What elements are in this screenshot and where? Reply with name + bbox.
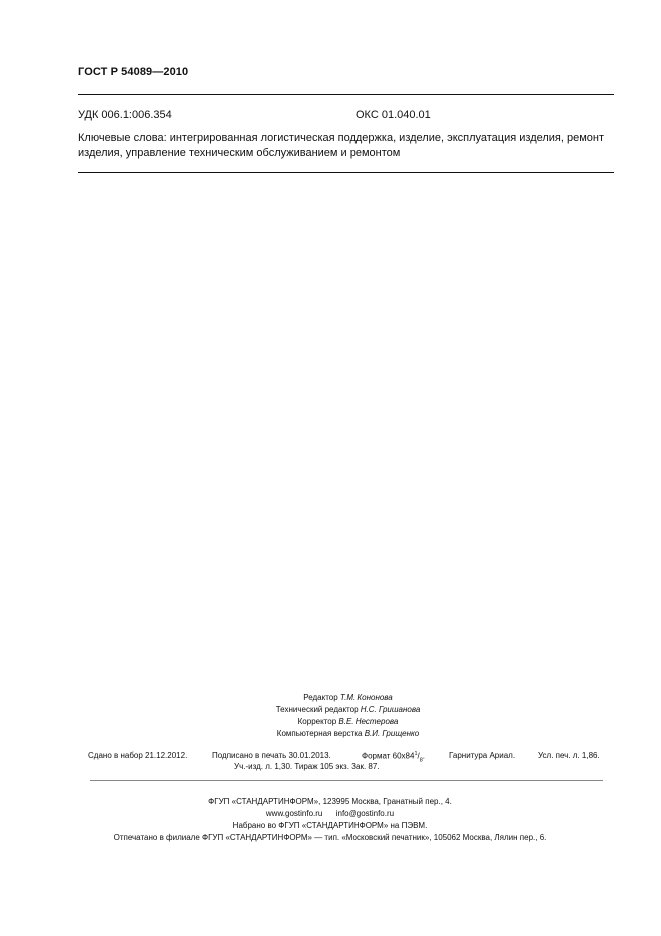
publisher-email: info@gostinfo.ru	[335, 809, 395, 818]
credit-label: Корректор	[297, 717, 337, 726]
credit-editor	[230, 692, 466, 704]
credit-label: Компьютерная верстка	[276, 729, 363, 738]
credit-name: В.Е. Нестерова	[338, 717, 399, 726]
submitted-date: Сдано в набор 21.12.2012.	[88, 751, 188, 760]
typeset-note: Набрано во ФГУП «СТАНДАРТИНФОРМ» на ПЭВМ.	[232, 821, 428, 830]
top-divider	[78, 94, 614, 95]
udk-code: УДК 006.1:006.354	[78, 109, 172, 121]
printed-sheets: Усл. печ. л. 1,86.	[538, 751, 600, 760]
footer-divider	[90, 780, 603, 781]
print-details: Уч.-изд. л. 1,30. Тираж 105 экз. Зак. 87.	[234, 762, 380, 771]
keywords-divider	[78, 172, 614, 173]
publisher-block	[60, 796, 600, 844]
credits-block	[230, 692, 466, 740]
credit-proofreader	[230, 716, 466, 728]
credit-label: Технический редактор	[275, 705, 359, 714]
typeface: Гарнитура Ариал.	[449, 751, 516, 760]
document-code: ГОСТ Р 54089—2010	[78, 66, 189, 78]
credit-label: Редактор	[303, 693, 338, 702]
publisher-contacts	[60, 808, 600, 820]
credit-name: В.И. Грищенко	[364, 729, 420, 738]
paper-format: Формат $60х84^1/_8$.	[362, 751, 426, 764]
credit-layout	[230, 728, 466, 740]
credit-name: Т.М. Кононова	[339, 693, 393, 702]
keywords-paragraph: Ключевые слова: интегрированная логистическая поддержка, изделие, эксплуатация изделия, ремонт изделия, управление техническим обслуживанием и ремонтом	[78, 132, 605, 159]
oks-code: ОКС 01.040.01	[356, 109, 431, 121]
printed-note: Отпечатано в филиале ФГУП «СТАНДАРТИНФОРМ» — тип. «Московский печатник», 105062 Москва, Лялин пер., 6.	[113, 833, 547, 842]
publisher-address: ФГУП «СТАНДАРТИНФОРМ», 123995 Москва, Гранатный пер., 4.	[208, 797, 452, 806]
credit-name: Н.С. Гришанова	[360, 705, 421, 714]
publisher-website: www.gostinfo.ru	[265, 809, 323, 818]
signed-date: Подписано в печать 30.01.2013.	[212, 751, 331, 760]
credit-tech-editor	[230, 704, 466, 716]
